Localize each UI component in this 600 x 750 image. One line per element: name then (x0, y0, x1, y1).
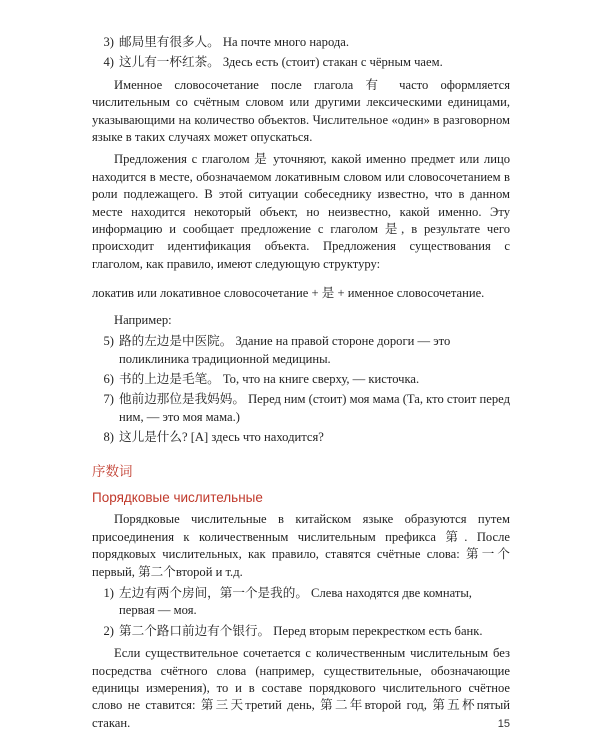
example-number: 1) (103, 585, 114, 600)
example-text: 这儿有一杯红茶。 Здесь есть (стоит) стакан с чёрным чаем. (119, 55, 443, 70)
example-number: 7) (103, 392, 114, 407)
example-6 (92, 371, 510, 388)
example-8 (92, 429, 510, 446)
example-text: 路的左边是中医院。 Здание на правой стороне дороги — это поликлиника традиционной медицины. (119, 334, 451, 366)
example-text: 第二个路口前边有个银行。 Перед вторым перекрестком есть банк. (119, 623, 483, 638)
paragraph-ordinal-intro: Порядковые числительные в китайском языке образуются путем присоединения к количественным числительным префикса 第. После порядковых числительных, как правило, ставятся счётные слова: 第一个первый, 第二个второй и т.д. (92, 512, 510, 579)
example-text: 书的上边是毛笔。 То, что на книге сверху, — кисточка. (119, 371, 420, 386)
paragraph-shi-explanation: Предложения с глаголом 是 уточняют, какой именно предмет или лицо находится в месте, обозначаемом локативным словом или словосочетанием в роли подлежащего. В этой ситуации собеседнику известно, что в данном месте находится некоторый объект, но неизвестно, какой именно. Эту информацию и сообщает предложение с глаголом 是, в результате чего происходит идентификация объекта. Предложения существования с глаголом, как правило, имеют следующую структуру: (92, 152, 510, 271)
example-ordinal-2 (92, 623, 510, 640)
example-number: 6) (103, 371, 114, 386)
structure-formula: локатив или локативное словосочетание + 是 + именное словосочетание. (92, 286, 485, 301)
example-number: 4) (103, 55, 114, 70)
example-number: 3) (103, 35, 114, 49)
example-ordinal-1 (92, 585, 510, 620)
example-text: 邮局里有很多人。 На почте много народа. (119, 35, 350, 49)
example-lead: Например: (114, 312, 172, 327)
paragraph-you-explanation: Именное словосочетание после глагола 有 часто оформляется числительным со счётным словом или другими лексическими единицами, указывающими на количество объектов. Числительное «один» в разговорном языке в таких случаях может опускаться. (92, 77, 510, 145)
example-number: 8) (103, 430, 114, 445)
example-4 (92, 54, 510, 71)
paragraph-ordinal-measure: Если существительное сочетается с количественным числительным без посредства счётного слова (например, существительные, обозначающие единицы измерения), то и в составе порядкового числительного счётное слово не ставится: 第三天третий день, 第二年второй год, 第五杯пятый стакан. (92, 646, 510, 730)
example-text: 左边有两个房间，第一个是我的。 Слева находятся две комнаты, первая — моя. (119, 585, 472, 618)
example-5 (92, 333, 510, 368)
page-body (92, 34, 510, 732)
example-number: 2) (103, 623, 114, 638)
example-7 (92, 391, 510, 426)
section-heading-chinese: 序数词 (92, 463, 133, 480)
example-text: 他前边那位是我妈妈。 Перед ним (стоит) моя мама (Та, кто стоит перед ним, — это моя мама.) (119, 392, 510, 424)
example-number: 5) (103, 334, 114, 349)
example-text: 这儿是什么? [A] здесь что находится? (119, 430, 324, 445)
section-heading-russian: Порядковые числительные (92, 489, 263, 505)
example-3 (92, 34, 510, 51)
page-number: 15 (497, 718, 510, 730)
